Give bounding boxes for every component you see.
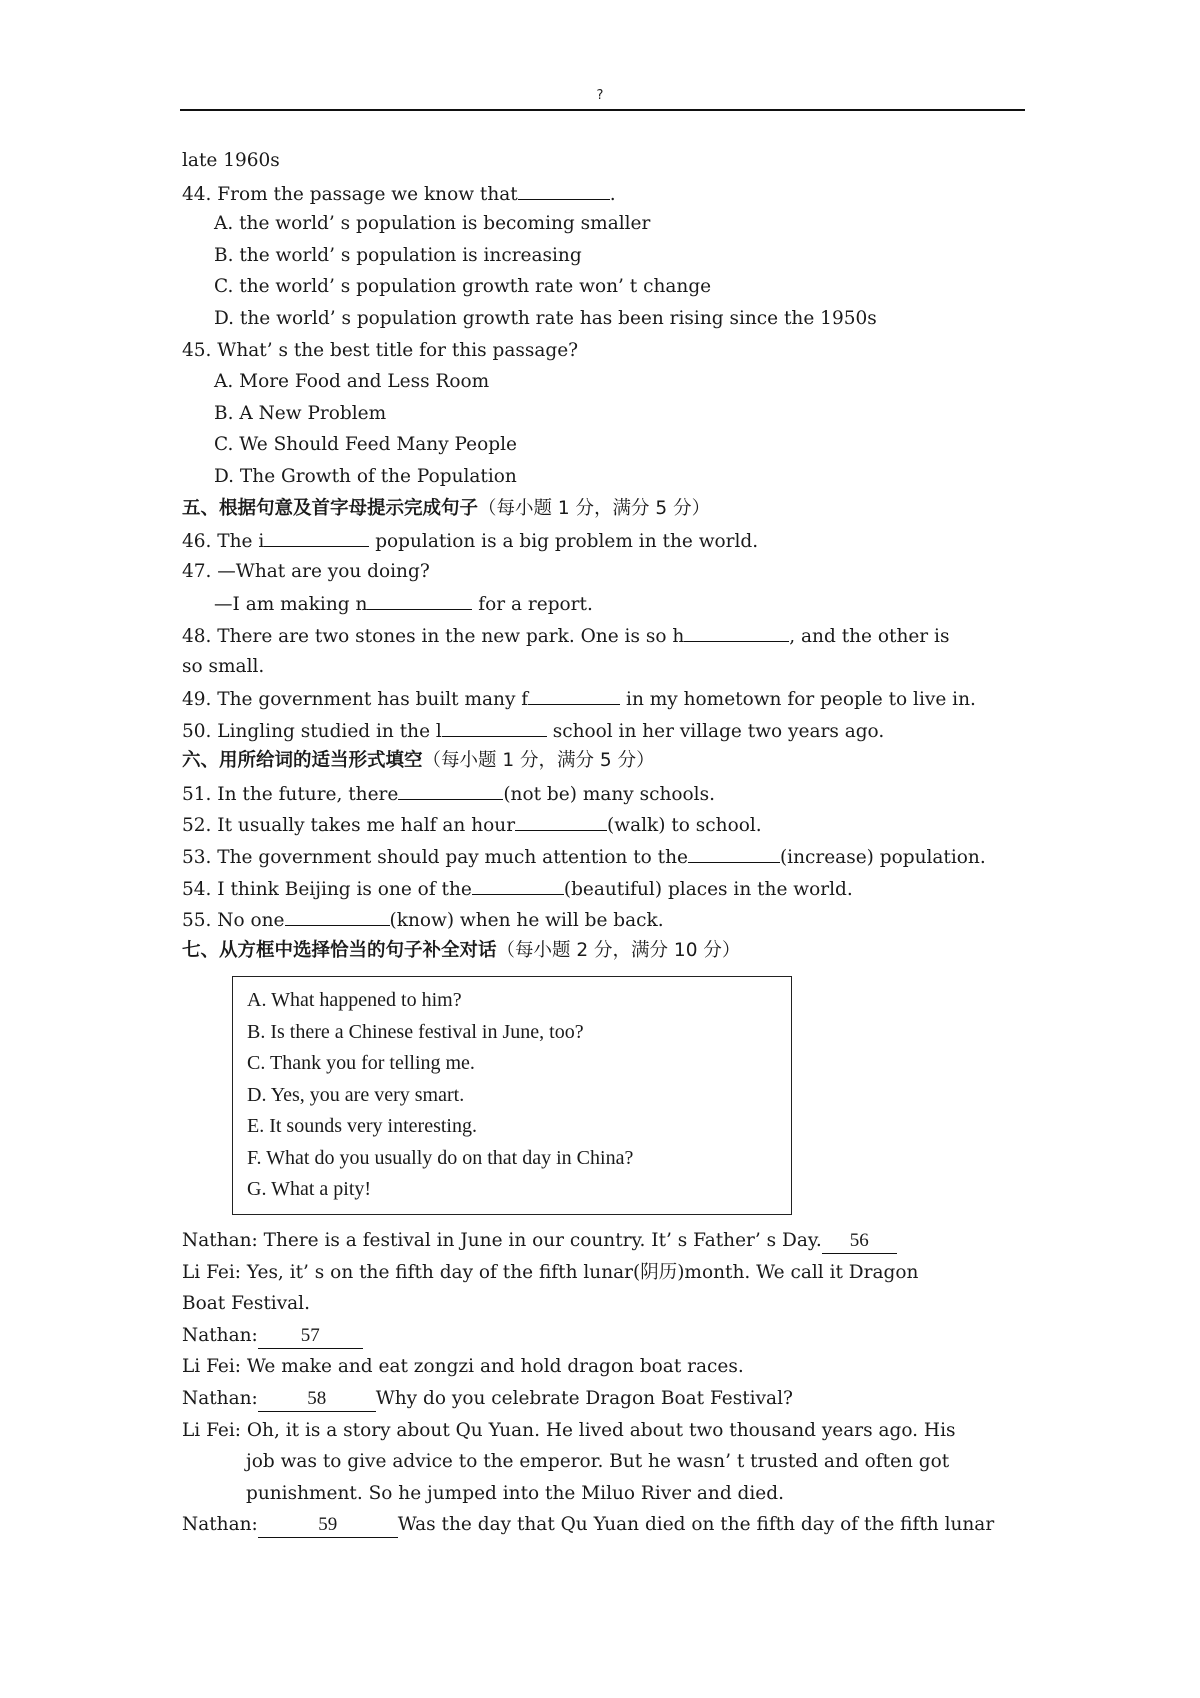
answer-blank-56[interactable]: 56 — [822, 1229, 897, 1254]
option-45-c: C. We Should Feed Many People — [214, 434, 517, 456]
question-47: 47. —What are you doing? — [182, 560, 430, 582]
option-item: G. What a pity! — [247, 1178, 372, 1201]
option-item: D. Yes, you are very smart. — [247, 1083, 465, 1106]
answer-blank-53[interactable] — [688, 840, 780, 863]
option-44-a: A. the world’ s population is becoming smaller — [214, 213, 651, 235]
question-53: 53. The government should pay much attention to the (increase) population. — [182, 840, 1022, 872]
dialogue-line-1: Nathan: There is a festival in June in our country. It’ s Father’ s Day. 56 — [182, 1225, 1022, 1257]
question-51: 51. In the future, there (not be) many schools. — [182, 777, 1022, 809]
option-item: A. What happened to him? — [247, 989, 462, 1012]
answer-blank-47[interactable] — [367, 587, 472, 610]
answer-blank-48[interactable] — [684, 619, 789, 642]
question-45: 45. What’ s the best title for this passage? — [182, 339, 579, 361]
section-7-heading: 七、从方框中选择恰当的句子补全对话（每小题 2 分，满分 10 分） — [182, 939, 741, 961]
question-47-reply: —I am making n for a report. — [182, 587, 1022, 619]
option-item: F. What do you usually do on that day in China? — [247, 1146, 634, 1169]
answer-blank-57[interactable]: 57 — [258, 1324, 363, 1349]
question-52: 52. It usually takes me half an hour (walk) to school. — [182, 808, 1022, 840]
answer-blank-44[interactable] — [518, 177, 610, 200]
dialogue-line-7: Li Fei: Oh, it is a story about Qu Yuan. He lived about two thousand years ago. His — [182, 1419, 956, 1441]
dialogue-line-2: Li Fei: Yes, it’ s on the fifth day of the fifth lunar(阴历)month. We call it Dragon — [182, 1261, 919, 1283]
answer-blank-46[interactable] — [264, 524, 369, 547]
option-44-d: D. the world’ s population growth rate has been rising since the 1950s — [214, 307, 877, 329]
question-54: 54. I think Beijing is one of the (beautiful) places in the world. — [182, 872, 1022, 904]
dialogue-line-8: job was to give advice to the emperor. But he wasn’ t trusted and often got — [246, 1451, 950, 1473]
option-45-d: D. The Growth of the Population — [214, 465, 517, 487]
question-46: 46. The i population is a big problem in the world. — [182, 524, 1022, 556]
dialogue-line-5: Li Fei: We make and eat zongzi and hold dragon boat races. — [182, 1356, 744, 1378]
passage-tail: late 1960s — [182, 150, 280, 171]
answer-blank-58[interactable]: 58 — [258, 1387, 376, 1412]
header-mark: ? — [596, 88, 604, 103]
options-box — [232, 976, 792, 1215]
header-rule — [180, 109, 1025, 111]
option-45-b: B. A New Problem — [214, 402, 387, 424]
question-55: 55. No one (know) when he will be back. — [182, 903, 1022, 935]
question-44: 44. From the passage we know that . — [182, 177, 1022, 209]
answer-blank-52[interactable] — [515, 808, 607, 831]
option-45-a: A. More Food and Less Room — [214, 371, 490, 393]
answer-blank-59[interactable]: 59 — [258, 1513, 398, 1538]
dialogue-line-6: Nathan: 58 Why do you celebrate Dragon Boat Festival? — [182, 1383, 1022, 1415]
section-6-heading: 六、用所给词的适当形式填空（每小题 1 分，满分 5 分） — [182, 750, 655, 772]
option-44-c: C. the world’ s population growth rate won’ t change — [214, 276, 712, 298]
question-48: 48. There are two stones in the new park. One is so h , and the other is — [182, 619, 1022, 651]
dialogue-line-4: Nathan: 57 — [182, 1320, 1022, 1352]
question-49: 49. The government has built many f in my hometown for people to live in. — [182, 682, 1022, 714]
answer-blank-51[interactable] — [398, 777, 503, 800]
option-item: B. Is there a Chinese festival in June, too? — [247, 1020, 584, 1043]
option-item: E. It sounds very interesting. — [247, 1115, 477, 1138]
section-5-heading: 五、根据句意及首字母提示完成句子（每小题 1 分，满分 5 分） — [182, 497, 711, 519]
dialogue-line-9: punishment. So he jumped into the Miluo River and died. — [246, 1482, 784, 1504]
question-48-cont: so small. — [182, 655, 265, 677]
page-content — [182, 145, 1022, 1541]
option-44-b: B. the world’ s population is increasing — [214, 244, 582, 266]
answer-blank-55[interactable] — [285, 903, 390, 926]
option-item: C. Thank you for telling me. — [247, 1052, 475, 1075]
answer-blank-49[interactable] — [528, 682, 620, 705]
dialogue-line-10: Nathan: 59 Was the day that Qu Yuan died on the fifth day of the fifth lunar — [182, 1509, 1022, 1541]
question-50: 50. Lingling studied in the l school in her village two years ago. — [182, 714, 1022, 746]
answer-blank-50[interactable] — [442, 714, 547, 737]
answer-blank-54[interactable] — [472, 872, 564, 895]
dialogue-line-3: Boat Festival. — [182, 1293, 310, 1315]
